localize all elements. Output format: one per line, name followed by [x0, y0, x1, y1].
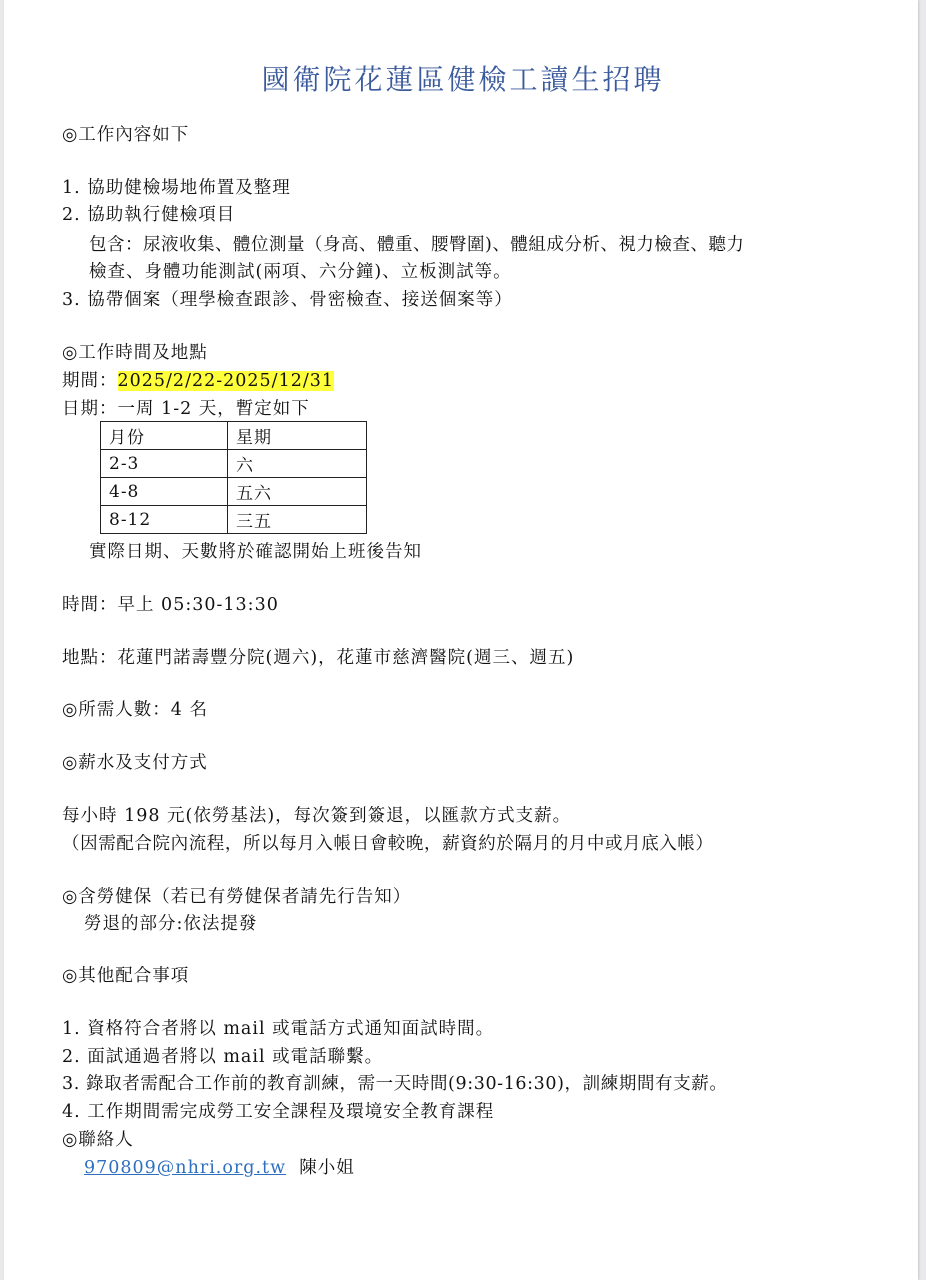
table-row	[101, 506, 367, 534]
cell-weekday: 五六	[228, 478, 367, 506]
hours-line: 時間：早上 05:30-13:30	[62, 595, 279, 615]
other-item-2: 2. 面試通過者將以 mail 或電話聯繫。	[62, 1047, 384, 1067]
work-item-3: 3. 協帶個案（理學檢查跟診、骨密檢查、接送個案等）	[62, 290, 513, 310]
period-label: 期間：	[62, 371, 118, 391]
work-item-1: 1. 協助健檢場地佈置及整理	[62, 178, 291, 198]
insurance-heading: ◎含勞健保（若已有勞健保者請先行告知）	[62, 887, 412, 907]
schedule-table	[100, 421, 367, 534]
period-line	[62, 368, 334, 394]
contact-heading: ◎聯絡人	[62, 1130, 134, 1150]
pension-line: 勞退的部分:依法提發	[84, 914, 258, 934]
header-weekday: 星期	[228, 422, 367, 450]
salary-line1: 每小時 198 元(依勞基法)，每次簽到簽退，以匯款方式支薪。	[62, 806, 572, 826]
headcount-line: ◎所需人數：4 名	[62, 700, 208, 720]
cell-month: 4-8	[101, 478, 228, 506]
date-line: 日期：一周 1-2 天，暫定如下	[62, 399, 310, 419]
table-header-row	[101, 422, 367, 450]
schedule-note: 實際日期、天數將於確認開始上班後告知	[89, 542, 422, 562]
contact-line	[84, 1155, 355, 1181]
salary-heading: ◎薪水及支付方式	[62, 753, 208, 773]
cell-weekday: 六	[228, 450, 367, 478]
page-title: 國衛院花蓮區健檢工讀生招聘	[261, 63, 665, 96]
period-value: 2025/2/22-2025/12/31	[117, 371, 335, 391]
work-content-heading: ◎工作內容如下	[62, 125, 190, 145]
other-item-1: 1. 資格符合者將以 mail 或電話方式通知面試時間。	[62, 1019, 495, 1039]
cell-month: 2-3	[101, 450, 228, 478]
work-item-2: 2. 協助執行健檢項目	[62, 205, 236, 225]
other-item-4: 4. 工作期間需完成勞工安全課程及環境安全教育課程	[62, 1102, 495, 1122]
contact-name: 陳小姐	[299, 1158, 355, 1178]
salary-line2: （因需配合院內流程，所以每月入帳日會較晚，薪資約於隔月的月中或月底入帳）	[62, 834, 714, 854]
work-item-2-detail-line1: 包含：尿液收集、體位測量（身高、體重、腰臀圍)、體組成分析、視力檢查、聽力	[89, 235, 745, 255]
other-heading: ◎其他配合事項	[62, 966, 190, 986]
work-item-2-detail-line2: 檢查、身體功能測試(兩項、六分鐘)、立板測試等。	[89, 262, 512, 282]
table-row	[101, 450, 367, 478]
location-line: 地點：花蓮門諾壽豐分院(週六)，花蓮市慈濟醫院(週三、週五)	[62, 648, 575, 668]
cell-month: 8-12	[101, 506, 228, 534]
table-row	[101, 478, 367, 506]
time-place-heading: ◎工作時間及地點	[62, 343, 208, 363]
other-item-3: 3. 錄取者需配合工作前的教育訓練，需一天時間(9:30-16:30)，訓練期間有支薪。	[62, 1074, 728, 1094]
contact-email-link[interactable]: 970809@nhri.org.tw	[84, 1158, 287, 1178]
cell-weekday: 三五	[228, 506, 367, 534]
header-month: 月份	[101, 422, 228, 450]
